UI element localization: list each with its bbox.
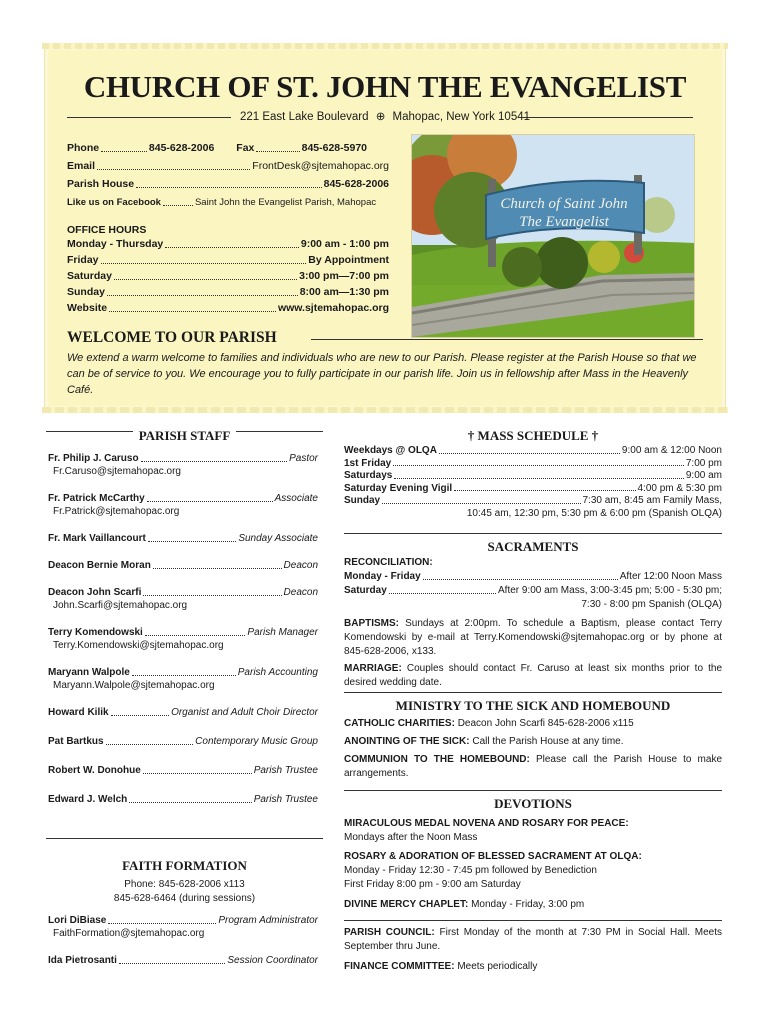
- office-hours-day: Friday: [67, 254, 99, 266]
- faith-heading: FAITH FORMATION: [122, 858, 247, 873]
- parish-house-value: 845-628-2006: [323, 178, 389, 190]
- staff-member: [48, 706, 318, 719]
- divider: [344, 920, 722, 921]
- mass-row: [344, 445, 722, 458]
- divine-mercy-text: Monday - Friday, 3:00 pm: [471, 899, 585, 910]
- marriage-label: MARRIAGE:: [344, 663, 402, 674]
- rec-saturday-value-2: 7:30 - 8:00 pm Spanish (OLQA): [581, 599, 722, 610]
- faith-phone-1: Phone: 845-628-2006 x113: [124, 879, 245, 890]
- staff-member: [48, 666, 318, 692]
- adoration-text-1: Monday - Friday 12:30 - 7:45 pm followed by Benediction: [344, 865, 597, 876]
- staff-name: Robert W. Donohue: [48, 765, 141, 776]
- welcome-title: WELCOME TO OUR PARISH: [67, 329, 277, 346]
- office-hours-time: 9:00 am - 1:00 pm: [300, 238, 389, 250]
- staff-heading-text: PARISH STAFF: [133, 428, 237, 443]
- devotions-heading: DEVOTIONS: [494, 796, 572, 811]
- charities-label: CATHOLIC CHARITIES:: [344, 718, 455, 729]
- phone-label: Phone: [67, 142, 100, 154]
- mass-time: 7:30 am, 8:45 am Family Mass,: [582, 495, 722, 506]
- staff-email[interactable]: Fr.Patrick@sjtemahopac.org: [53, 506, 180, 517]
- email-link[interactable]: FrontDesk@sjtemahopac.org: [252, 160, 389, 172]
- staff-list: [48, 452, 318, 822]
- mass-day: Weekdays @ OLQA: [344, 445, 437, 456]
- staff-email[interactable]: FaithFormation@sjtemahopac.org: [53, 928, 205, 939]
- church-sign-photo: [411, 134, 695, 338]
- staff-role: Contemporary Music Group: [195, 736, 318, 747]
- faith-phone-2: 845-628-6464 (during sessions): [113, 893, 256, 904]
- staff-member: [48, 793, 318, 806]
- council-label: PARISH COUNCIL:: [344, 927, 435, 938]
- office-hours-time: 8:00 am—1:30 pm: [299, 286, 389, 298]
- divine-mercy-label: DIVINE MERCY CHAPLET:: [344, 899, 469, 910]
- phone-row: [67, 141, 214, 156]
- staff-role: Program Administrator: [218, 915, 318, 926]
- email-label: Email: [67, 160, 96, 172]
- mass-row: [344, 495, 722, 508]
- facebook-row: [67, 195, 389, 210]
- finance-text: Meets periodically: [457, 961, 538, 972]
- adoration-label: ROSARY & ADORATION OF BLESSED SACRAMENT AT OLQA:: [344, 851, 642, 862]
- rec-saturday-value: After 9:00 am Mass, 3:00-3:45 pm; 5:00 - 5:30 pm;: [498, 585, 722, 596]
- staff-line: [48, 706, 318, 719]
- header-banner: [44, 46, 726, 410]
- staff-line: [48, 452, 318, 465]
- ministry-body: [344, 717, 722, 781]
- sign-line-1: Church of Saint John: [500, 196, 628, 212]
- novena-text: Mondays after the Noon Mass: [344, 832, 478, 843]
- facebook-link[interactable]: Saint John the Evangelist Parish, Mahopac: [194, 197, 377, 208]
- divider: [344, 790, 722, 791]
- ministry-heading: MINISTRY TO THE SICK AND HOMEBOUND: [395, 698, 671, 713]
- staff-name: Edward J. Welch: [48, 794, 128, 805]
- reconciliation-weekday-row: [344, 570, 722, 584]
- staff-role: Deacon: [283, 560, 318, 571]
- office-hours-time: By Appointment: [308, 254, 389, 266]
- staff-name: Deacon John Scarfi: [48, 587, 142, 598]
- mass-row: [344, 470, 722, 483]
- staff-member: [48, 735, 318, 748]
- staff-email[interactable]: Maryann.Walpole@sjtemahopac.org: [53, 680, 215, 691]
- office-hours-row: [67, 285, 389, 300]
- staff-name: Fr. Patrick McCarthy: [48, 493, 145, 504]
- office-hours-row: [67, 269, 389, 284]
- baptisms-label: BAPTISMS:: [344, 618, 399, 629]
- fax-label: Fax: [236, 142, 255, 154]
- faith-phones: [46, 878, 323, 906]
- welcome-text: We extend a warm welcome to families and individuals who are new to our Parish. Please register at the Parish House so that we can be of service to you. We encourage you to fully participate in our parish life. Join us in fellowship after Mass in the Heavenly Café.: [67, 352, 697, 396]
- catholic-charities: [344, 717, 722, 731]
- staff-email[interactable]: Fr.Caruso@sjtemahopac.org: [53, 466, 181, 477]
- divider: [344, 692, 722, 693]
- sacraments-body: [344, 556, 722, 690]
- finance-committee: [344, 960, 722, 974]
- staff-name: Maryann Walpole: [48, 667, 130, 678]
- staff-name: Lori DiBiase: [48, 915, 107, 926]
- staff-line: [48, 735, 318, 748]
- email-row: [67, 159, 389, 174]
- baptisms-text: Sundays at 2:00pm. To schedule a Baptism, please contact Terry Komendowski by e-mail at Terry.Komendowski@sjtemahopac.org or by phone at 845-628-2006, x133.: [344, 618, 722, 657]
- office-hours-day: Website: [67, 302, 108, 314]
- baptisms: [344, 617, 722, 659]
- office-hours-time: 3:00 pm—7:00 pm: [299, 270, 389, 282]
- parish-council: [344, 926, 722, 954]
- faith-staff-list: [48, 914, 318, 983]
- mass-day: Saturday Evening Vigil: [344, 482, 453, 494]
- office-hours-row: [67, 237, 389, 252]
- cross-icon: ⊕: [375, 111, 386, 123]
- marriage: [344, 662, 722, 690]
- council-text: First Monday of the month at 7:30 PM in Social Hall. Meets September thru June.: [344, 927, 723, 952]
- mass-row: [344, 483, 722, 496]
- church-title: CHURCH OF ST. JOHN THE EVANGELIST: [83, 69, 687, 104]
- rec-weekday-value: After 12:00 Noon Mass: [619, 571, 722, 582]
- facebook-label: Like us on Facebook: [67, 197, 161, 208]
- office-hours-day: Sunday: [67, 286, 105, 298]
- phone-value: 845-628-2006: [148, 142, 215, 154]
- staff-line: [48, 793, 318, 806]
- staff-role: Deacon: [283, 587, 318, 598]
- mass-time: 9:00 am & 12:00 Noon: [621, 445, 722, 456]
- parish-house-label: Parish House: [67, 178, 135, 190]
- staff-line: [48, 586, 318, 599]
- marriage-text: Couples should contact Fr. Caruso at least six months prior to the desired wedding date.: [344, 663, 722, 688]
- devotions-body: [344, 817, 722, 912]
- reconciliation-label: RECONCILIATION:: [344, 557, 433, 568]
- staff-line: [48, 764, 318, 777]
- staff-role: Sunday Associate: [238, 533, 318, 544]
- staff-line: [48, 626, 318, 639]
- staff-line: [48, 666, 318, 679]
- staff-member: [48, 532, 318, 545]
- divider: [46, 838, 323, 839]
- staff-role: Parish Manager: [247, 627, 318, 638]
- divider: [311, 339, 703, 340]
- rec-weekday-label: Monday - Friday: [344, 571, 421, 582]
- finance-label: FINANCE COMMITTEE:: [344, 961, 455, 972]
- fax-value: 845-628-5970: [301, 142, 367, 154]
- mass-heading: † MASS SCHEDULE †: [467, 428, 599, 443]
- staff-member: [48, 452, 318, 478]
- staff-member: [48, 764, 318, 777]
- staff-role: Associate: [274, 493, 318, 504]
- staff-name: Pat Bartkus: [48, 736, 104, 747]
- rec-saturday-label: Saturday: [344, 585, 387, 596]
- office-hours-day: Monday - Thursday: [67, 238, 164, 250]
- communion: [344, 753, 722, 781]
- anointing-text: Call the Parish House at any time.: [472, 736, 624, 747]
- office-hours-list: [67, 237, 389, 316]
- novena-label: MIRACULOUS MEDAL NOVENA AND ROSARY FOR PEACE:: [344, 818, 629, 829]
- office-hours-day: Saturday: [67, 270, 112, 282]
- staff-heading: [46, 428, 323, 444]
- staff-name: Fr. Mark Vaillancourt: [48, 533, 146, 544]
- staff-line: [48, 532, 318, 545]
- staff-role: Parish Accounting: [237, 667, 318, 678]
- office-hours-row: [67, 301, 389, 316]
- contact-block: [67, 141, 389, 316]
- staff-role: Parish Trustee: [253, 765, 318, 776]
- anointing: [344, 735, 722, 749]
- parish-house-row: [67, 177, 389, 192]
- staff-name: Ida Pietrosanti: [48, 955, 117, 966]
- staff-name: Howard Kilik: [48, 707, 109, 718]
- fax-row: [236, 141, 367, 156]
- staff-member: [48, 954, 318, 967]
- staff-name: Fr. Philip J. Caruso: [48, 453, 139, 464]
- staff-role: Session Coordinator: [227, 955, 318, 966]
- mass-time: 7:00 pm: [685, 457, 722, 469]
- staff-member: [48, 492, 318, 518]
- mass-sunday-cont: 10:45 am, 12:30 pm, 5:30 pm & 6:00 pm (Spanish OLQA): [466, 508, 722, 519]
- mass-time: 4:00 pm & 5:30 pm: [637, 482, 722, 494]
- staff-role: Parish Trustee: [253, 794, 318, 805]
- staff-email[interactable]: John.Scarfi@sjtemahopac.org: [53, 600, 188, 611]
- staff-member: [48, 626, 318, 652]
- staff-line: [48, 559, 318, 572]
- divine-mercy: [344, 898, 722, 912]
- sacraments-heading: SACRAMENTS: [487, 539, 579, 554]
- staff-line: [48, 914, 318, 927]
- charities-text: Deacon John Scarfi 845-628-2006 x115: [457, 718, 634, 729]
- office-hours-heading: OFFICE HOURS: [67, 224, 147, 236]
- city-address: Mahopac, New York 10541: [392, 111, 531, 123]
- staff-line: [48, 492, 318, 505]
- staff-member: [48, 914, 318, 940]
- adoration-text-2: First Friday 8:00 pm - 9:00 am Saturday: [344, 879, 521, 890]
- staff-email[interactable]: Terry.Komendowski@sjtemahopac.org: [53, 640, 224, 651]
- sign-line-2: The Evangelist: [519, 214, 609, 230]
- staff-name: Terry Komendowski: [48, 627, 143, 638]
- communion-label: COMMUNION TO THE HOMEBOUND:: [344, 754, 530, 765]
- office-hours-row: [67, 253, 389, 268]
- address: [45, 109, 725, 123]
- mass-day: Saturdays: [344, 470, 393, 481]
- communion-text: Please call the Parish House to make arrangements.: [344, 754, 723, 779]
- staff-member: [48, 586, 318, 612]
- reconciliation-saturday-row: [344, 584, 722, 598]
- staff-member: [48, 559, 318, 572]
- mass-schedule: [344, 445, 722, 508]
- mass-day: Sunday: [344, 495, 381, 506]
- staff-line: [48, 954, 318, 967]
- office-hours-time[interactable]: www.sjtemahopac.org: [277, 302, 389, 314]
- mass-time: 9:00 am: [685, 470, 722, 481]
- mass-row: [344, 458, 722, 471]
- mass-day: 1st Friday: [344, 457, 392, 469]
- staff-name: Deacon Bernie Moran: [48, 560, 151, 571]
- street-address: 221 East Lake Boulevard: [239, 111, 369, 123]
- staff-role: Pastor: [289, 453, 318, 464]
- staff-role: Organist and Adult Choir Director: [171, 707, 318, 718]
- council-body: [344, 926, 722, 974]
- divider: [344, 533, 722, 534]
- anointing-label: ANOINTING OF THE SICK:: [344, 736, 470, 747]
